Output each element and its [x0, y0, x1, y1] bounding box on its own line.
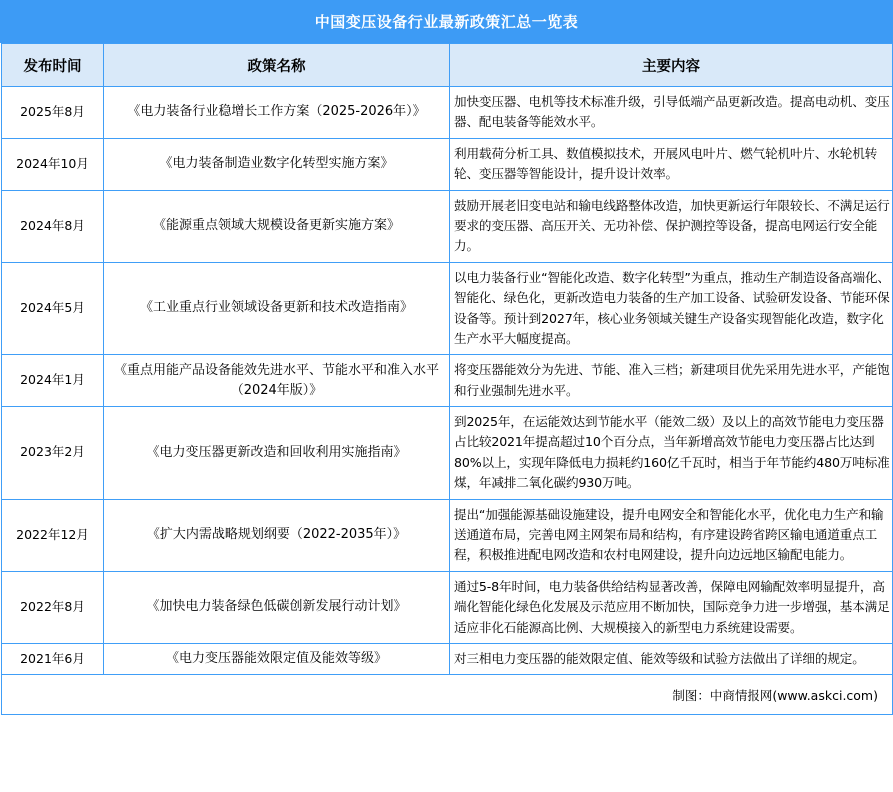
page-title: 中国变压设备行业最新政策汇总一览表 — [314, 13, 579, 31]
cell-release-date: 2024年8月 — [2, 190, 104, 262]
cell-policy-name: 《电力装备行业稳增长工作方案（2025-2026年）》 — [104, 87, 450, 139]
page-title-bar — [0, 0, 893, 43]
cell-release-date: 2024年10月 — [2, 138, 104, 190]
table-row — [2, 87, 893, 139]
table-row — [2, 262, 893, 355]
cell-main-content: 提出“加强能源基础设施建设，提升电网安全和智能化水平，优化电力生产和输送通道布局，完善电网主网架布局和结构，有序建设跨省跨区输电通道重点工程，积极推进配电网改造和农村电网建设，提升向边远地区输配电能力。 — [450, 499, 893, 571]
cell-main-content: 利用载荷分析工具、数值模拟技术，开展风电叶片、燃气轮机叶片、水轮机转轮、变压器等智能设计，提升设计效率。 — [450, 138, 893, 190]
policy-summary-table — [1, 43, 893, 715]
table-row — [2, 499, 893, 571]
table-row — [2, 571, 893, 643]
cell-policy-name: 《扩大内需战略规划纲要（2022-2035年）》 — [104, 499, 450, 571]
cell-release-date: 2024年1月 — [2, 355, 104, 407]
cell-main-content: 到2025年，在运能效达到节能水平（能效二级）及以上的高效节能电力变压器占比较2021年提高超过10个百分点，当年新增高效节能电力变压器占比达到80%以上，实现年降低电力损耗约160亿千瓦时，相当于年节能约480万吨标准煤，年减排二氧化碳约930万吨。 — [450, 407, 893, 500]
cell-policy-name: 《工业重点行业领域设备更新和技术改造指南》 — [104, 262, 450, 355]
column-header-policy-name: 政策名称 — [104, 44, 450, 87]
table-row — [2, 138, 893, 190]
footer-row — [2, 675, 893, 715]
cell-main-content: 对三相电力变压器的能效限定值、能效等级和试验方法做出了详细的规定。 — [450, 643, 893, 674]
source-credit: 制图：中商情报网(www.askci.com) — [2, 675, 893, 715]
table-footer — [2, 675, 893, 715]
column-header-main-content: 主要内容 — [450, 44, 893, 87]
column-header-date: 发布时间 — [2, 44, 104, 87]
cell-release-date: 2022年8月 — [2, 571, 104, 643]
cell-main-content: 加快变压器、电机等技术标准升级，引导低端产品更新改造。提高电动机、变压器、配电装备等能效水平。 — [450, 87, 893, 139]
cell-policy-name: 《电力变压器能效限定值及能效等级》 — [104, 643, 450, 674]
cell-release-date: 2021年6月 — [2, 643, 104, 674]
cell-policy-name: 《电力变压器更新改造和回收利用实施指南》 — [104, 407, 450, 500]
cell-policy-name: 《能源重点领域大规模设备更新实施方案》 — [104, 190, 450, 262]
table-row — [2, 643, 893, 674]
cell-release-date: 2024年5月 — [2, 262, 104, 355]
cell-main-content: 通过5-8年时间，电力装备供给结构显著改善，保障电网输配效率明显提升，高端化智能化绿色化发展及示范应用不断加快，国际竞争力进一步增强，基本满足适应非化石能源高比例、大规模接入的新型电力系统建设需要。 — [450, 571, 893, 643]
cell-policy-name: 《加快电力装备绿色低碳创新发展行动计划》 — [104, 571, 450, 643]
cell-release-date: 2022年12月 — [2, 499, 104, 571]
table-header-row — [2, 44, 893, 87]
cell-main-content: 将变压器能效分为先进、节能、准入三档；新建项目优先采用先进水平，产能饱和行业强制先进水平。 — [450, 355, 893, 407]
table-row — [2, 355, 893, 407]
cell-policy-name: 《重点用能产品设备能效先进水平、节能水平和准入水平（2024年版）》 — [104, 355, 450, 407]
cell-main-content: 以电力装备行业“智能化改造、数字化转型”为重点，推动生产制造设备高端化、智能化、绿色化，更新改造电力装备的生产加工设备、试验研发设备、节能环保设备等。预计到2027年，核心业务领域关键生产设备实现智能化改造，数字化生产水平大幅度提高。 — [450, 262, 893, 355]
cell-policy-name: 《电力装备制造业数字化转型实施方案》 — [104, 138, 450, 190]
cell-main-content: 鼓励开展老旧变电站和输电线路整体改造，加快更新运行年限较长、不满足运行要求的变压器、高压开关、无功补偿、保护测控等设备，提高电网运行安全能力。 — [450, 190, 893, 262]
table-row — [2, 190, 893, 262]
table-body — [2, 87, 893, 675]
table-header — [2, 44, 893, 87]
table-row — [2, 407, 893, 500]
cell-release-date: 2025年8月 — [2, 87, 104, 139]
cell-release-date: 2023年2月 — [2, 407, 104, 500]
